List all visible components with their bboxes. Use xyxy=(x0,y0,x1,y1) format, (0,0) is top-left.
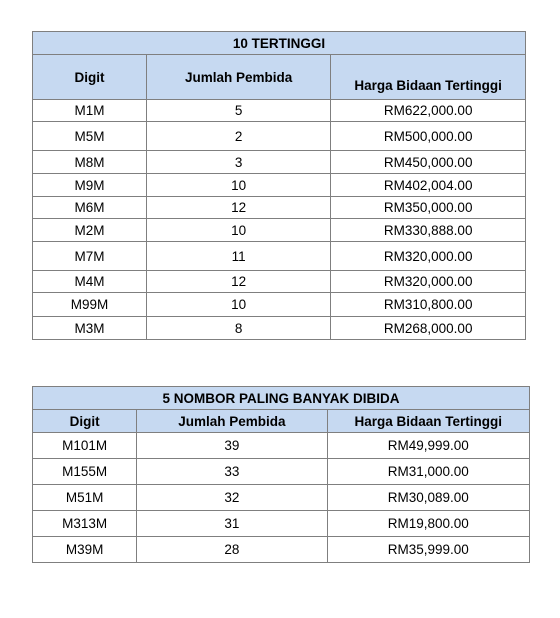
cell-harga-bidaan: RM30,089.00 xyxy=(327,485,529,511)
cell-digit: M1M xyxy=(33,100,147,122)
header-jumlah-pembida: Jumlah Pembida xyxy=(147,55,331,100)
cell-jumlah-pembida: 28 xyxy=(137,537,327,563)
cell-digit: M99M xyxy=(33,293,147,317)
cell-digit: M8M xyxy=(33,151,147,174)
table-row xyxy=(33,537,530,563)
table-row xyxy=(33,122,526,151)
table-row xyxy=(33,100,526,122)
header-digit: Digit xyxy=(33,55,147,100)
cell-digit: M9M xyxy=(33,174,147,197)
top-ten-table-body xyxy=(33,32,526,340)
cell-digit: M155M xyxy=(33,459,137,485)
cell-digit: M5M xyxy=(33,122,147,151)
table-row xyxy=(33,151,526,174)
top-ten-title-row xyxy=(33,32,526,55)
cell-jumlah-pembida: 10 xyxy=(147,174,331,197)
cell-harga-bidaan: RM310,800.00 xyxy=(331,293,526,317)
most-bid-title: 5 NOMBOR PALING BANYAK DIBIDA xyxy=(33,387,530,410)
table-row xyxy=(33,219,526,242)
cell-harga-bidaan: RM350,000.00 xyxy=(331,197,526,219)
top-ten-table xyxy=(32,31,526,340)
cell-digit: M101M xyxy=(33,433,137,459)
cell-jumlah-pembida: 2 xyxy=(147,122,331,151)
cell-digit: M39M xyxy=(33,537,137,563)
cell-digit: M7M xyxy=(33,242,147,271)
table-row xyxy=(33,293,526,317)
most-bid-table xyxy=(32,386,530,563)
cell-jumlah-pembida: 11 xyxy=(147,242,331,271)
header-harga-bidaan: Harga Bidaan Tertinggi xyxy=(331,55,526,100)
cell-harga-bidaan: RM320,000.00 xyxy=(331,242,526,271)
cell-jumlah-pembida: 33 xyxy=(137,459,327,485)
cell-harga-bidaan: RM19,800.00 xyxy=(327,511,529,537)
table-row xyxy=(33,242,526,271)
header-harga-bidaan: Harga Bidaan Tertinggi xyxy=(327,410,529,433)
cell-jumlah-pembida: 12 xyxy=(147,271,331,293)
table-row xyxy=(33,317,526,340)
cell-digit: M3M xyxy=(33,317,147,340)
cell-harga-bidaan: RM49,999.00 xyxy=(327,433,529,459)
cell-harga-bidaan: RM402,004.00 xyxy=(331,174,526,197)
cell-digit: M51M xyxy=(33,485,137,511)
cell-harga-bidaan: RM268,000.00 xyxy=(331,317,526,340)
cell-harga-bidaan: RM35,999.00 xyxy=(327,537,529,563)
most-bid-table-body xyxy=(33,387,530,563)
header-jumlah-pembida: Jumlah Pembida xyxy=(137,410,327,433)
cell-harga-bidaan: RM31,000.00 xyxy=(327,459,529,485)
cell-harga-bidaan: RM330,888.00 xyxy=(331,219,526,242)
header-digit: Digit xyxy=(33,410,137,433)
cell-jumlah-pembida: 3 xyxy=(147,151,331,174)
most-bid-header-row xyxy=(33,410,530,433)
table-row xyxy=(33,511,530,537)
cell-jumlah-pembida: 32 xyxy=(137,485,327,511)
table-row xyxy=(33,197,526,219)
cell-harga-bidaan: RM450,000.00 xyxy=(331,151,526,174)
cell-digit: M4M xyxy=(33,271,147,293)
cell-jumlah-pembida: 5 xyxy=(147,100,331,122)
most-bid-title-row xyxy=(33,387,530,410)
table-row xyxy=(33,485,530,511)
cell-digit: M6M xyxy=(33,197,147,219)
cell-jumlah-pembida: 12 xyxy=(147,197,331,219)
cell-jumlah-pembida: 10 xyxy=(147,293,331,317)
cell-jumlah-pembida: 8 xyxy=(147,317,331,340)
cell-jumlah-pembida: 39 xyxy=(137,433,327,459)
table-row xyxy=(33,271,526,293)
cell-jumlah-pembida: 10 xyxy=(147,219,331,242)
cell-harga-bidaan: RM622,000.00 xyxy=(331,100,526,122)
table-row xyxy=(33,174,526,197)
top-ten-title: 10 TERTINGGI xyxy=(33,32,526,55)
cell-harga-bidaan: RM320,000.00 xyxy=(331,271,526,293)
top-ten-header-row xyxy=(33,55,526,100)
cell-digit: M313M xyxy=(33,511,137,537)
table-row xyxy=(33,433,530,459)
cell-digit: M2M xyxy=(33,219,147,242)
table-row xyxy=(33,459,530,485)
cell-harga-bidaan: RM500,000.00 xyxy=(331,122,526,151)
cell-jumlah-pembida: 31 xyxy=(137,511,327,537)
